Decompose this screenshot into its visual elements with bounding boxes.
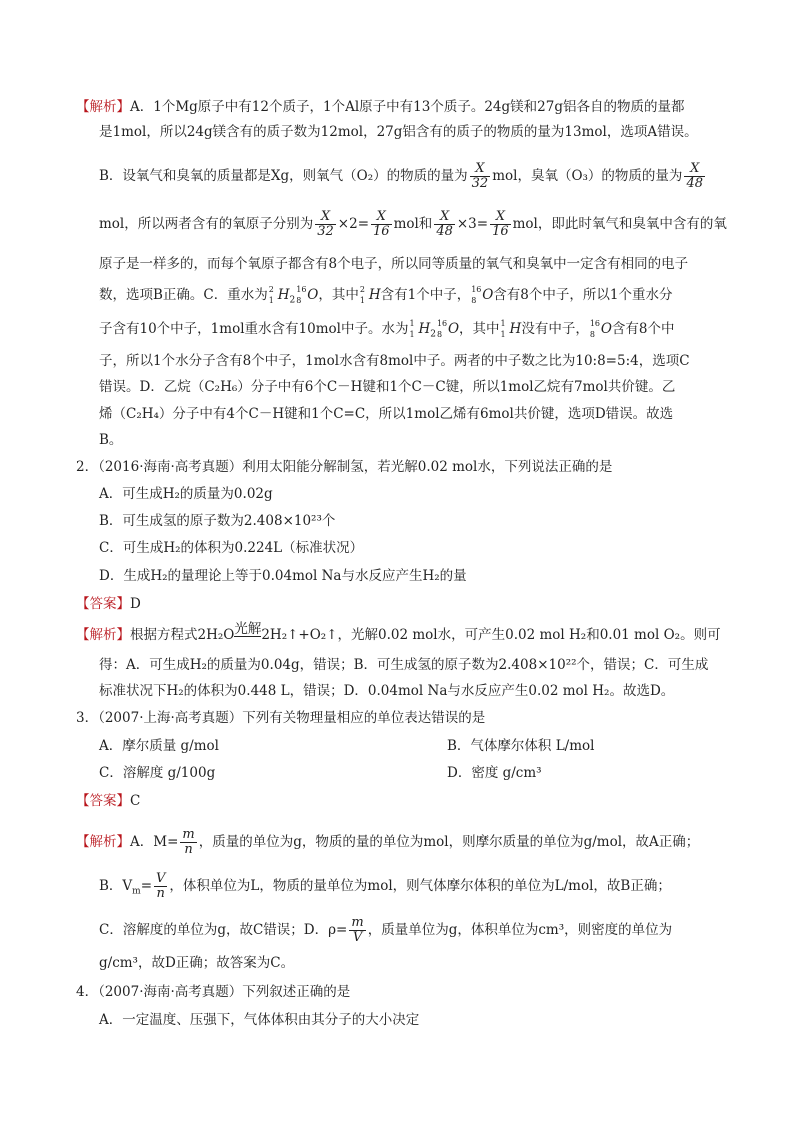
fraction-m-over-v: $\frac{m}{V}$ (351, 915, 364, 945)
q1-analysis-line-11: B。 (99, 432, 123, 448)
q3-option-d: D．密度 g/cm³ (447, 765, 542, 781)
fraction-x-over-32: $\frac{X}{32}$ (317, 209, 334, 239)
q3-analysis-line-2: B．$V_m=$ $\frac{V}{n}$ ，体积单位为L，物质的量单位为mol，则气体摩尔体积的单位为L/mol，故B正确； (99, 871, 671, 901)
q1-analysis-line-4: mol，所以两者含有的氧原子分别为 $\frac{X}{32}$ ×2= $\frac{X}{16}$ mol和 $\frac{X}{48}$ ×3= $\frac{X}{16}$ mol，即此时氧气和臭氧中含有的氧 (99, 209, 727, 239)
q1-analysis-line-8: 子，所以1个水分子含有8个中子，1mol水含有8mol中子。两者的中子数之比为10:8=5:4，选项C (99, 353, 690, 369)
analysis-label: 【解析】 (76, 99, 130, 115)
q1-analysis-line-1: 【解析】A．1个Mg原子中有12个质子，1个Al原子中有13个质子。24g镁和27g铝各自的物质的量都 (76, 99, 685, 115)
fraction-x-over-48: $\frac{X}{48}$ (436, 209, 453, 239)
nuclide-16-8-O: 16 8 (589, 318, 601, 339)
nuclide-16-8-O: 16 8 (296, 284, 307, 305)
q2-option-c: C．可生成H₂的体积为0.224L（标准状况） (99, 540, 364, 556)
q3-answer: 【答案】C (76, 793, 141, 809)
nuclide-1-1-H: 1 1 (409, 318, 415, 339)
q2-option-b: B．可生成氢的原子数为2.408×10²³个 (99, 513, 336, 529)
fraction-m-over-n: $\frac{m}{n}$ (182, 827, 195, 857)
q2-answer: 【答案】D (76, 596, 141, 612)
q2-stem: 2．（2016·海南·高考真题）利用太阳能分解制氢，若光解0.02 mol水，下列说法正确的是 (76, 459, 613, 475)
nuclide-2-1-H: 2 1 (359, 284, 365, 305)
q2-analysis-line-2: 得：A．可生成H₂的质量为0.04g，错误；B．可生成氢的原子数为2.408×10²²个，错误；C．可生成 (99, 657, 709, 673)
q1-analysis-line-2: 是1mol，所以24g镁含有的质子数为12mol，27g铝含有的质子的物质的量为13mol，选项A错误。 (99, 124, 698, 140)
q1-analysis-line-10: 烯（C₂H₄）分子中有4个C－H键和1个C=C，所以1mol乙烯有6mol共价键，选项D错误。故选 (99, 406, 674, 422)
q1-analysis-line-7: 子含有10个中子，1mol重水含有10mol中子。水为 1 1 $H_2$ 16 8 O，其中 1 1 H没有中子， 16 8 O含有8个中 (99, 318, 675, 340)
q3-option-c: C．溶解度 g/100g (99, 765, 216, 781)
q4-stem: 4．（2007·海南·高考真题）下列叙述正确的是 (76, 984, 351, 1000)
q4-option-a: A．一定温度、压强下，气体体积由其分子的大小决定 (99, 1012, 420, 1028)
q2-analysis-line-3: 标准状况下H₂的体积为0.448 L，错误；D．0.04mol Na与水反应产生0.02 mol H₂。故选D。 (99, 683, 675, 699)
q2-analysis-line-1: 【解析】根据方程式2H₂O光解2H₂↑+O₂↑，光解0.02 mol水，可产生0.02 mol H₂和0.01 mol O₂。则可 (76, 621, 721, 643)
q2-option-a: A．可生成H₂的质量为0.02g (99, 486, 273, 502)
q2-option-d: D．生成H₂的量理论上等于0.04mol Na与水反应产生H₂的量 (99, 568, 467, 584)
q1-analysis-line-3: B．设氧气和臭氧的质量都是Xg，则氧气（O₂）的物质的量为 $\frac{X}{32}$ mol，臭氧（O₃）的物质的量为 $\frac{X}{48}$ (99, 161, 703, 191)
reaction-condition: 光解 (234, 621, 262, 637)
nuclide-2-1-H: 2 1 (268, 284, 274, 305)
q3-analysis-line-4: g/cm³，故D正确；故答案为C。 (99, 955, 295, 971)
q1-analysis-line-6: 数，选项B正确。C．重水为 2 1 $H_2$ 16 8 O，其中 2 1 H含有1个中子， 16 8 O含有8个中子，所以1个重水分 (99, 284, 673, 306)
q3-option-b: B．气体摩尔体积 L/mol (447, 738, 595, 754)
q3-options-row-2 (99, 763, 542, 783)
nuclide-16-8-O: 16 8 (471, 284, 482, 305)
q3-options-row-1 (99, 736, 595, 756)
fraction-x-over-16: $\frac{X}{16}$ (373, 209, 390, 239)
q1-analysis-line-9: 错误。D．乙烷（C₂H₆）分子中有6个C－H键和1个C－C键，所以1mol乙烷有7mol共价键。乙 (99, 379, 676, 395)
fraction-x-over-48: $\frac{X}{48}$ (686, 161, 703, 191)
nuclide-1-1-H: 1 1 (500, 318, 506, 339)
q3-analysis-line-1: 【解析】A．M= $\frac{m}{n}$ ，质量的单位为g，物质的量的单位为mol，则摩尔质量的单位为g/mol，故A正确； (76, 827, 700, 857)
fraction-x-over-16: $\frac{X}{16}$ (492, 209, 509, 239)
fraction-x-over-32: $\frac{X}{32}$ (471, 161, 489, 191)
fraction-v-over-n: $\frac{V}{n}$ (156, 871, 166, 901)
q3-analysis-line-3: C．溶解度的单位为g，故C错误；D．ρ= $\frac{m}{V}$ ，质量单位为g，体积单位为cm³，则密度的单位为 (99, 915, 673, 945)
q3-option-a: A．摩尔质量 g/mol (99, 738, 219, 754)
q1-analysis-line-5: 原子是一样多的，而每个氧原子都含有8个电子，所以同等质量的氧气和臭氧中一定含有相同的电子 (99, 256, 689, 272)
q3-stem: 3．（2007·上海·高考真题）下列有关物理量相应的单位表达错误的是 (76, 710, 486, 726)
nuclide-16-8-O: 16 8 (436, 318, 448, 339)
